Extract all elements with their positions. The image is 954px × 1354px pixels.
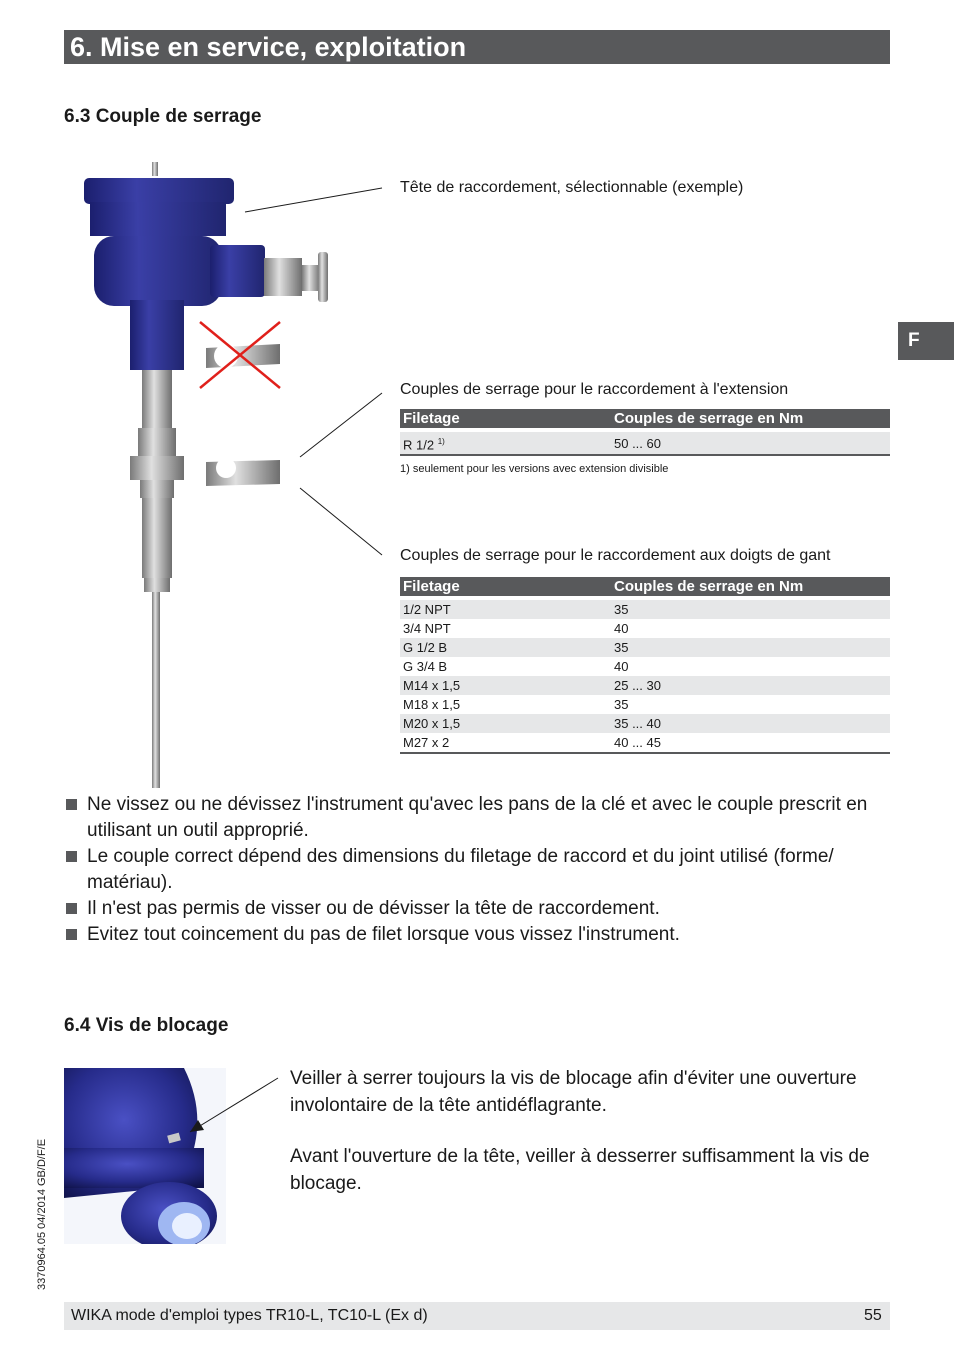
table1-caption: Couples de serrage pour le raccordement à l'extension: [400, 381, 789, 398]
list-item: Evitez tout coincement du pas de filet lorsque vous vissez l'instrument.: [64, 922, 894, 948]
locking-screw-text-1: Veiller à serrer toujours la vis de blocage afin d'éviter une ouverture involontaire de la tête antidéflagrante.: [290, 1068, 857, 1116]
section-title-torque: 6.3 Couple de serrage: [64, 106, 262, 127]
column-header: Filetage: [400, 409, 611, 428]
table-header-row: [400, 409, 890, 428]
torque-table-extension: [400, 409, 890, 456]
section-title-locking-screw: 6.4 Vis de blocage: [64, 1015, 229, 1036]
table-cell: 50 ... 60: [611, 432, 890, 455]
table-row: [400, 600, 890, 619]
thermometer-illustration: [60, 150, 400, 795]
table-cell: 35: [611, 638, 890, 657]
footnote-marker: 1): [437, 437, 445, 446]
bullet-square-icon: [66, 903, 77, 914]
table-row: [400, 657, 890, 676]
table-cell: M14 x 1,5: [400, 676, 611, 695]
page-title: 6. Mise en service, exploitation: [70, 32, 467, 62]
table-cell: 35: [611, 600, 890, 619]
list-item: Il n'est pas permis de visser ou de dévisser la tête de raccordement.: [64, 896, 894, 922]
torque-table-thermowell: [400, 577, 890, 754]
table-cell: 35 ... 40: [611, 714, 890, 733]
table2-caption: Couples de serrage pour le raccordement aux doigts de gant: [400, 547, 831, 564]
table-cell: R 1/2 $^{1)}$: [400, 432, 611, 455]
table-row: [400, 432, 890, 455]
column-header: Couples de serrage en Nm: [611, 577, 890, 596]
table-row: [400, 676, 890, 695]
page-number: 55: [864, 1307, 882, 1324]
bullet-square-icon: [66, 851, 77, 862]
table-cell: M18 x 1,5: [403, 697, 461, 712]
instruction-list: [64, 792, 894, 948]
table-cell: G 1/2 B: [400, 638, 611, 657]
footer-text: WIKA mode d'emploi types TR10-L, TC10-L (Ex d): [71, 1307, 428, 1324]
table-row: [400, 695, 890, 714]
table-row: [400, 714, 890, 733]
table-header-row: [400, 577, 890, 596]
table-cell: 3/4 NPT: [403, 621, 451, 636]
table-cell: M20 x 1,5: [400, 714, 611, 733]
table-cell: 40: [614, 621, 629, 636]
list-item: Le couple correct dépend des dimensions du filetage de raccord et du joint utilisé (forme/ matériau).: [64, 844, 894, 896]
table-cell: 40 ... 45: [611, 733, 890, 753]
table-row: [400, 619, 890, 638]
locking-screw-text-2: Avant l'ouverture de la tête, veiller à desserrer suffisamment la vis de blocage.: [290, 1146, 870, 1194]
column-header: Filetage: [400, 577, 611, 596]
table1-footnote: 1) seulement pour les versions avec extension divisible: [400, 463, 669, 475]
language-tab: F: [898, 322, 954, 360]
table-row: [400, 638, 890, 657]
bullet-square-icon: [66, 799, 77, 810]
table-row: [400, 733, 890, 753]
column-header: Couples de serrage en Nm: [611, 409, 890, 428]
table-cell: 1/2 NPT: [400, 600, 611, 619]
list-item: Ne vissez ou ne dévissez l'instrument qu'avec les pans de la clé et avec le couple prescrit en utilisant un outil approprié.: [64, 792, 894, 844]
locking-screw-photo: [64, 1068, 284, 1244]
table-cell: M27 x 2: [400, 733, 611, 753]
caption-connection-head: Tête de raccordement, sélectionnable (exemple): [400, 179, 744, 196]
table-cell: 40: [614, 659, 629, 674]
table-cell: G 3/4 B: [403, 659, 448, 674]
table-cell: 35: [614, 697, 629, 712]
document-code: 3370964.05 04/2014 GB/D/F/E: [36, 1138, 48, 1290]
bullet-square-icon: [66, 929, 77, 940]
table-cell: 25 ... 30: [611, 676, 890, 695]
